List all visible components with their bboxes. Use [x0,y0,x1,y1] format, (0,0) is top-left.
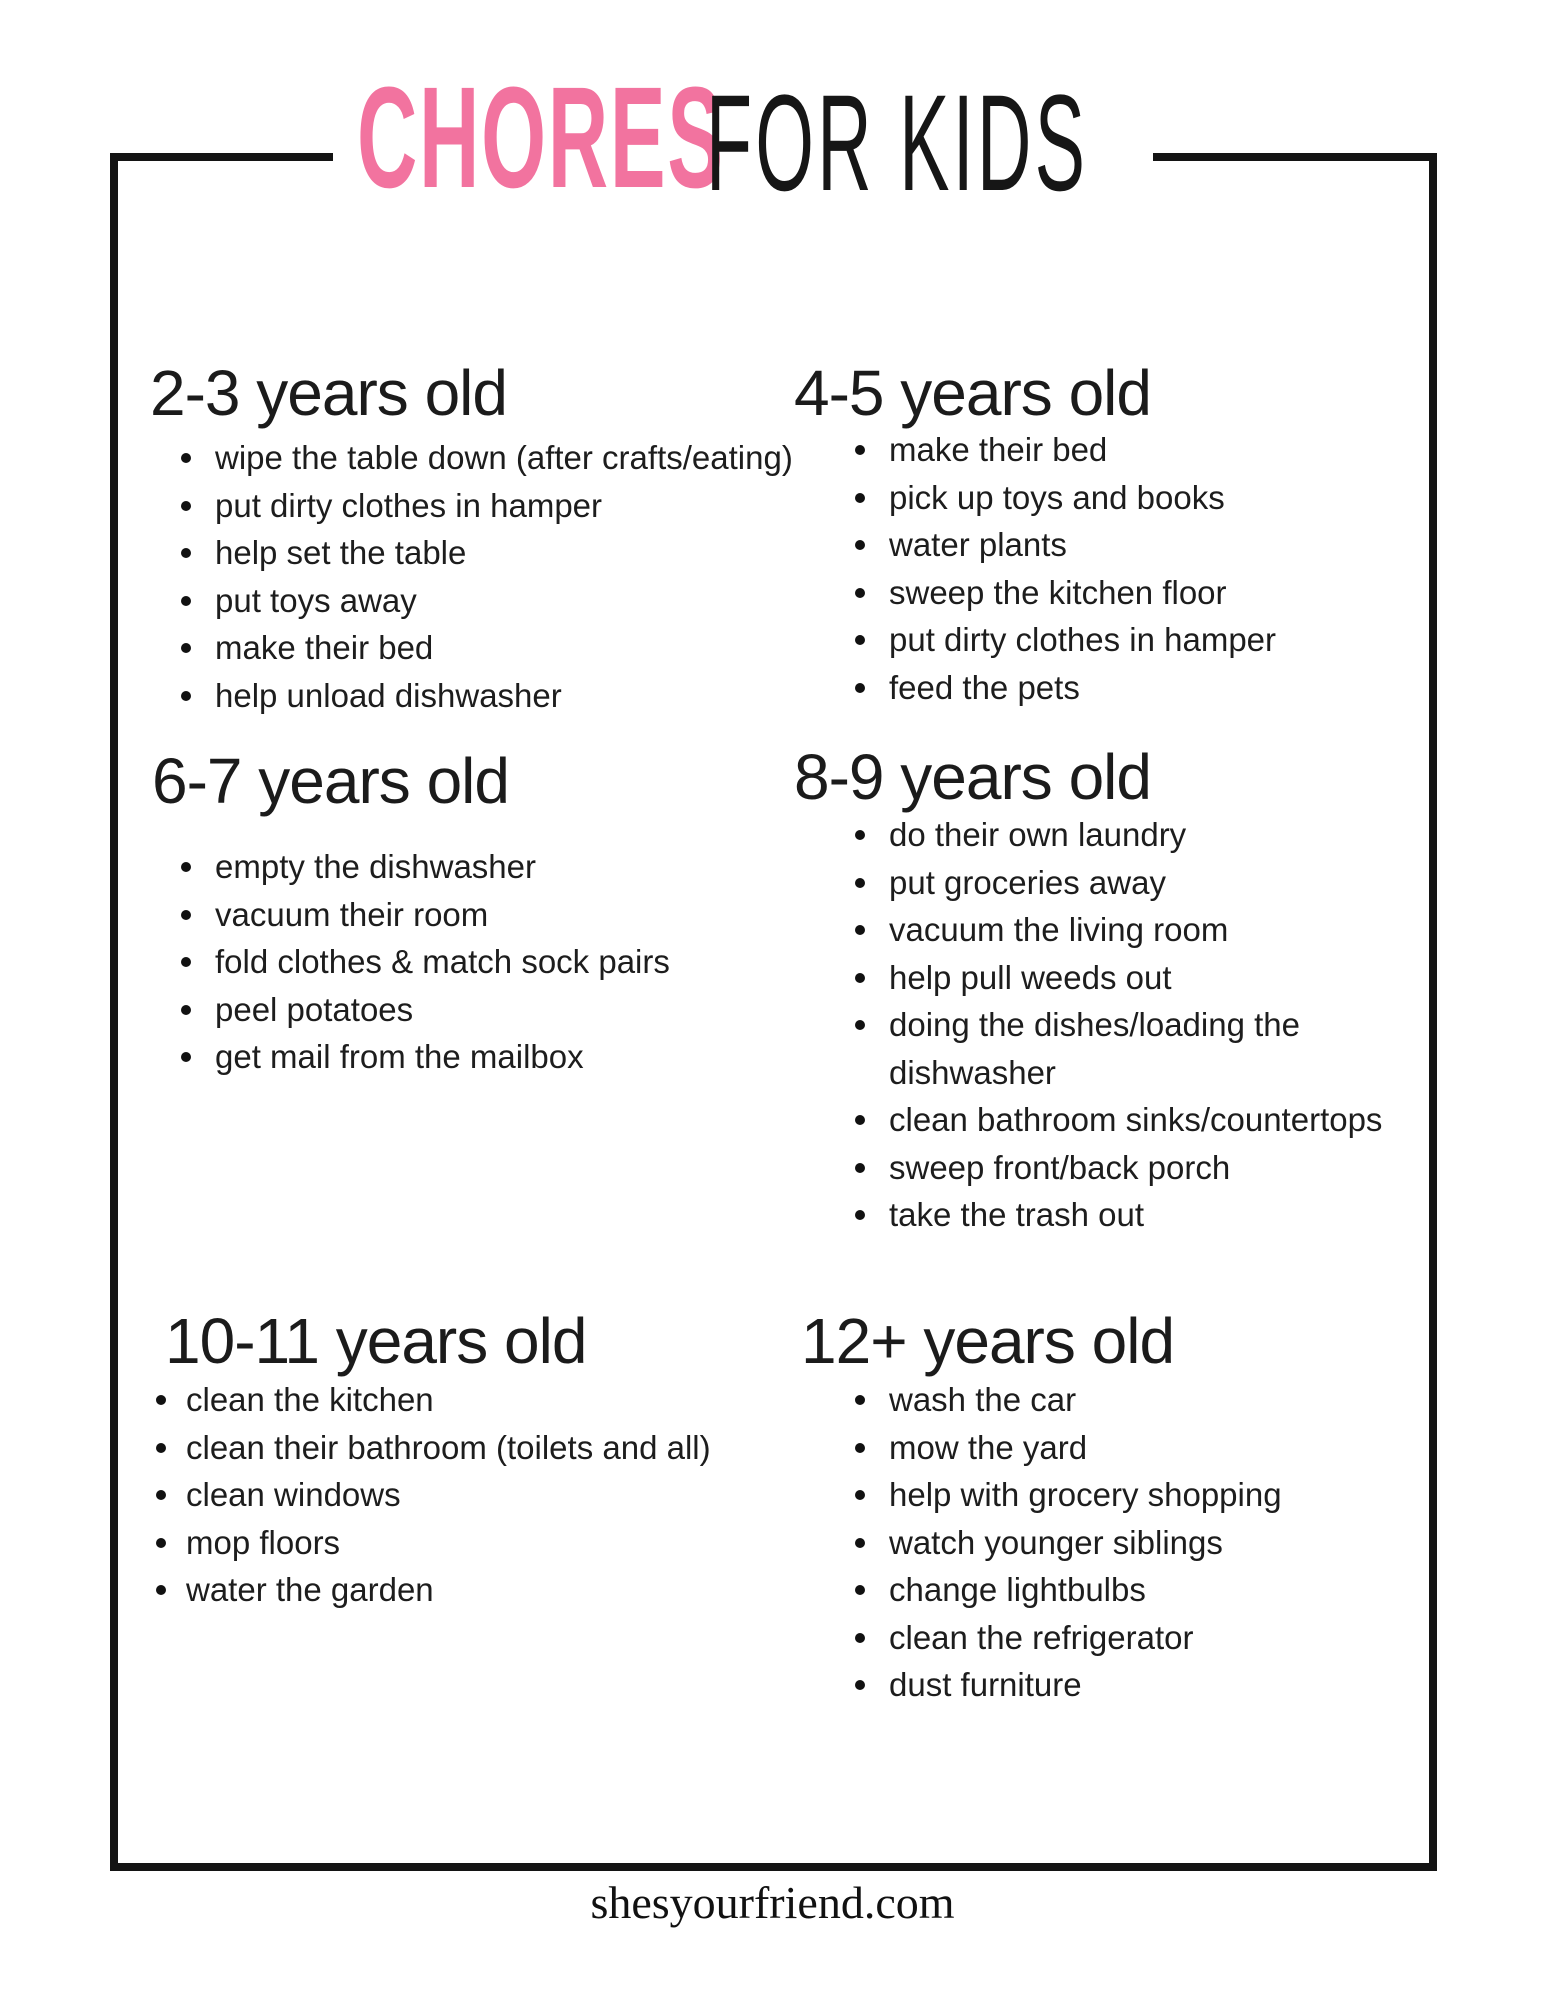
chore-list-4-5 [889,426,1449,711]
list-item: help set the table [215,529,915,577]
section-heading-4-5: 4-5 years old [794,357,1151,429]
chore-list-8-9 [889,811,1449,1239]
list-item: mow the yard [889,1424,1449,1472]
list-item: put toys away [215,577,915,625]
list-item: doing the dishes/loading the dishwasher [889,1001,1449,1096]
list-item: empty the dishwasher [215,843,915,891]
list-item: fold clothes & match sock pairs [215,938,915,986]
list-item: put dirty clothes in hamper [215,482,915,530]
list-item: get mail from the mailbox [215,1033,915,1081]
website-credit: shesyourfriend.com [590,1877,955,1928]
list-item: clean bathroom sinks/countertops [889,1096,1449,1144]
chore-list-2-3 [215,434,915,719]
section-heading-8-9: 8-9 years old [794,741,1151,813]
chore-list-6-7 [215,843,915,1081]
list-item: make their bed [215,624,915,672]
list-item: feed the pets [889,664,1449,712]
list-item: sweep front/back porch [889,1144,1449,1192]
list-item: wash the car [889,1376,1449,1424]
chore-list-12plus [889,1376,1449,1709]
list-item: peel potatoes [215,986,915,1034]
list-item: water plants [889,521,1449,569]
chore-list-10-11 [186,1376,846,1614]
list-item: help with grocery shopping [889,1471,1449,1519]
list-item: clean their bathroom (toilets and all) [186,1424,846,1472]
page-title-rest: FOR KIDS [706,67,1089,220]
list-item: help pull weeds out [889,954,1449,1002]
list-item: put groceries away [889,859,1449,907]
list-item: take the trash out [889,1191,1449,1239]
list-item: sweep the kitchen floor [889,569,1449,617]
list-item: wipe the table down (after crafts/eating) [215,434,915,482]
list-item: dust furniture [889,1661,1449,1709]
list-item: water the garden [186,1566,846,1614]
list-item: clean windows [186,1471,846,1519]
section-heading-2-3: 2-3 years old [150,357,507,429]
list-item: vacuum the living room [889,906,1449,954]
list-item: help unload dishwasher [215,672,915,720]
list-item: mop floors [186,1519,846,1567]
page-title-accent: CHORES [357,57,725,218]
list-item: vacuum their room [215,891,915,939]
section-heading-6-7: 6-7 years old [152,745,509,817]
section-heading-12plus: 12+ years old [801,1305,1175,1377]
list-item: clean the kitchen [186,1376,846,1424]
section-heading-10-11: 10-11 years old [165,1305,587,1377]
list-item: put dirty clothes in hamper [889,616,1449,664]
list-item: watch younger siblings [889,1519,1449,1567]
list-item: pick up toys and books [889,474,1449,522]
list-item: change lightbulbs [889,1566,1449,1614]
list-item: do their own laundry [889,811,1449,859]
list-item: make their bed [889,426,1449,474]
list-item: clean the refrigerator [889,1614,1449,1662]
